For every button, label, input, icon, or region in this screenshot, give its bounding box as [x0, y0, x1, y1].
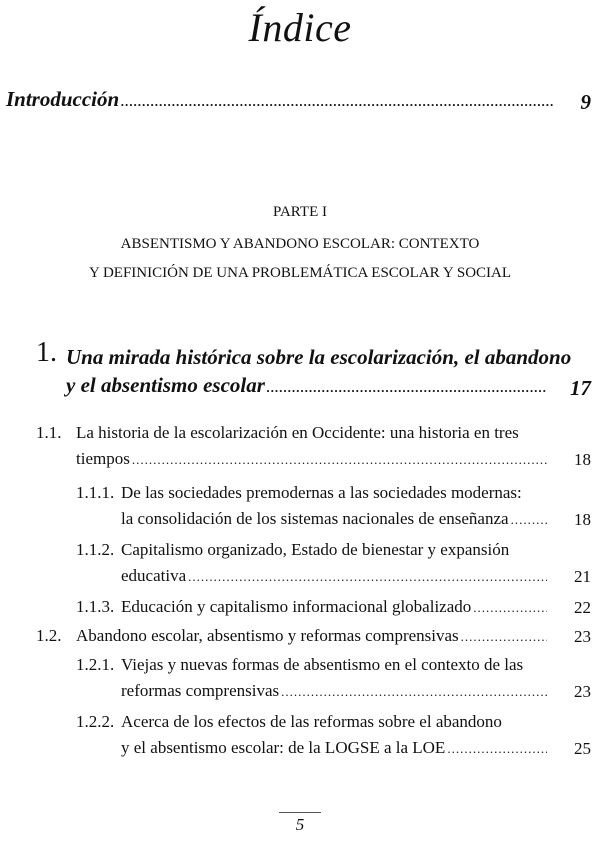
- section-number: 1.2.1.: [76, 655, 115, 674]
- toc-page-number: 21: [574, 567, 591, 586]
- dot-leader: [461, 624, 547, 650]
- toc-page-number: 9: [580, 90, 591, 114]
- dot-leader: [281, 679, 547, 705]
- part-subtitle-line2: Y DEFINICIÓN DE UNA PROBLEMÁTICA ESCOLAR Y SOCIAL: [88, 265, 512, 281]
- section-title-line2: tiempos: [76, 449, 130, 468]
- footer-rule: [279, 812, 321, 813]
- toc-page-number: 18: [574, 510, 591, 529]
- dot-leader: [511, 507, 547, 533]
- toc-page-number: 17: [570, 376, 591, 400]
- toc-entry-1-1-3[interactable]: [76, 594, 591, 621]
- section-number: 1.1.: [36, 423, 62, 442]
- dot-leader: [188, 564, 547, 590]
- toc-entry-1-2-2[interactable]: [76, 709, 591, 762]
- toc-page-number: 23: [574, 627, 591, 646]
- dot-leader: [473, 595, 547, 621]
- toc-page-number: 18: [574, 450, 591, 469]
- section-number: 1.2.: [36, 626, 62, 645]
- section-number: 1.2.2.: [76, 712, 115, 731]
- chapter-title-line2: y el absentismo escolar: [66, 373, 265, 397]
- section-title-line1: Abandono escolar, absentismo y reformas comprensivas: [76, 626, 459, 645]
- toc-entry-label: Introducción: [6, 87, 120, 111]
- toc-entry-1-1[interactable]: [36, 420, 591, 473]
- chapter-number: 1.: [36, 337, 57, 368]
- section-title-line2: reformas comprensivas: [121, 681, 280, 700]
- toc-page-number: 22: [574, 598, 591, 617]
- section-number: 1.1.1.: [76, 483, 115, 502]
- section-title-line2: y el absentismo escolar: de la LOGSE a la LOE: [121, 738, 446, 757]
- part-label: PARTE I: [273, 204, 327, 220]
- section-title-line1: Educación y capitalismo informacional globalizado: [121, 597, 472, 616]
- toc-entry-1-1-1[interactable]: [76, 480, 591, 533]
- toc-entry-1-2-1[interactable]: [76, 652, 591, 705]
- toc-entry-1-2[interactable]: [36, 623, 591, 650]
- toc-page-number: 23: [574, 682, 591, 701]
- toc-entry-chapter-1[interactable]: [36, 337, 591, 402]
- section-title-line2: educativa: [121, 566, 187, 585]
- section-title-line1: Acerca de los efectos de las reformas sobre el abandono: [121, 712, 502, 731]
- dot-leader: [121, 89, 553, 115]
- section-title-line1: De las sociedades premodernas a las sociedades modernas:: [121, 483, 522, 502]
- section-number: 1.1.2.: [76, 540, 115, 559]
- section-title-line1: La historia de la escolarización en Occidente: una historia en tres: [76, 423, 519, 442]
- chapter-title-line1: Una mirada histórica sobre la escolarización, el abandono: [66, 345, 572, 369]
- footer-page-number: 5: [295, 815, 305, 834]
- section-title-line1: Viejas y nuevas formas de absentismo en el contexto de las: [121, 655, 524, 674]
- section-title-line2: la consolidación de los sistemas nacionales de enseñanza: [121, 509, 509, 528]
- dot-leader: [447, 736, 547, 762]
- page-title: Índice: [248, 5, 352, 50]
- part-subtitle-line1: ABSENTISMO Y ABANDONO ESCOLAR: CONTEXTO: [120, 236, 480, 252]
- dot-leader: [267, 374, 547, 402]
- toc-entry-introduccion[interactable]: [6, 86, 591, 115]
- section-title-line1: Capitalismo organizado, Estado de bienestar y expansión: [121, 540, 510, 559]
- section-number: 1.1.3.: [76, 597, 115, 616]
- toc-entry-1-1-2[interactable]: [76, 537, 591, 590]
- dot-leader: [132, 447, 547, 473]
- toc-page-number: 25: [574, 739, 591, 758]
